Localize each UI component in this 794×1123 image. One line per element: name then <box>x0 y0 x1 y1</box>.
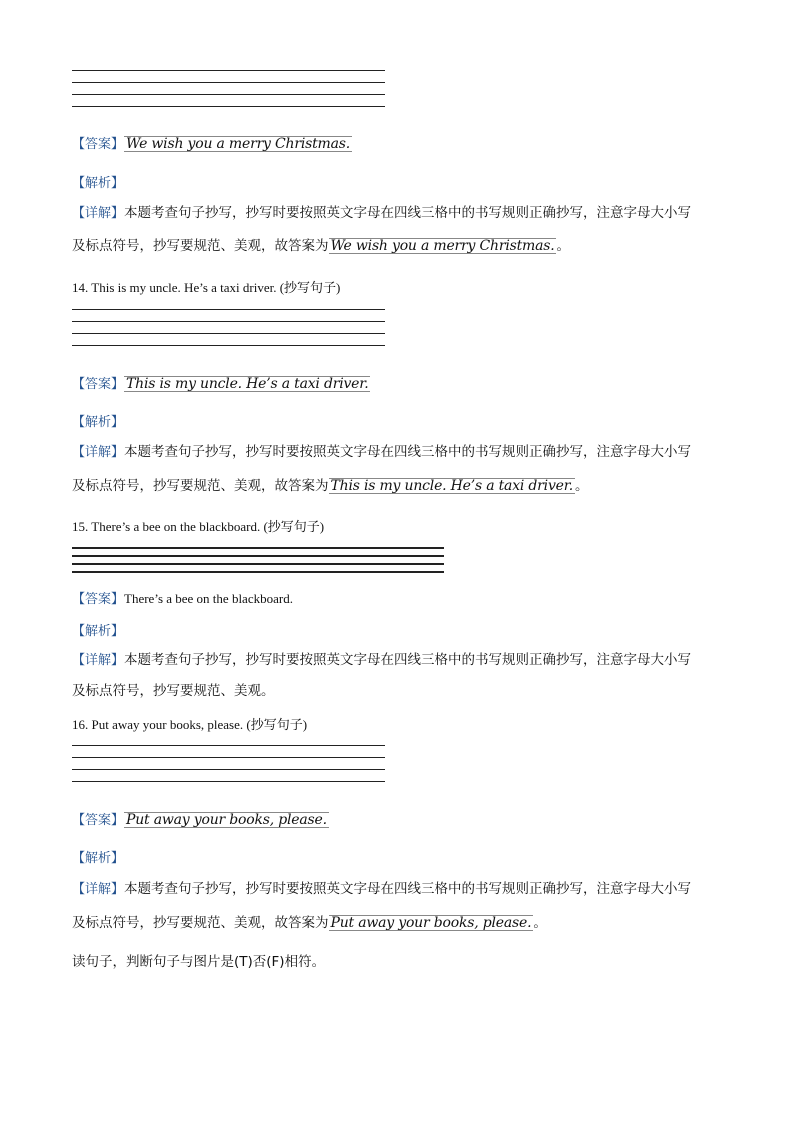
answer-row-q15 <box>72 588 293 607</box>
answer-text: Put away your books, please. <box>330 915 532 931</box>
answer-row-q14 <box>72 373 370 392</box>
detail-label: 【详解】 <box>72 206 125 221</box>
analysis-label: 【解析】 <box>72 415 125 430</box>
question-14: 14. This is my uncle. He’s a taxi driver. (抄写句子) <box>72 280 341 295</box>
detail-line-1: 【详解】本题考查句子抄写，抄写时要按照英文字母在四线三格中的书写规则正确抄写，注意字母大小写 <box>72 205 692 221</box>
detail-line-2: 及标点符号，抄写要规范、美观，故答案为 This is my uncle. He’s a taxi driver. 。 <box>72 478 589 494</box>
question-16: 16. Put away your books, please. (抄写句子) <box>72 717 308 732</box>
answer-row-q13 <box>72 133 352 152</box>
answer-label: 【答案】 <box>72 137 125 152</box>
detail-label: 【详解】 <box>72 653 125 668</box>
detail-line-1: 【详解】本题考查句子抄写，抄写时要按照英文字母在四线三格中的书写规则正确抄写，注意字母大小写 <box>72 881 692 897</box>
detail-line-2: 及标点符号，抄写要规范、美观，故答案为 We wish you a merry Christmas. 。 <box>72 238 570 254</box>
detail-label: 【详解】 <box>72 882 125 897</box>
detail-label: 【详解】 <box>72 445 125 460</box>
detail-line-1: 【详解】本题考查句子抄写，抄写时要按照英文字母在四线三格中的书写规则正确抄写，注意字母大小写 <box>72 444 692 460</box>
detail-line-2: 及标点符号，抄写要规范、美观。 <box>72 683 275 699</box>
analysis-label: 【解析】 <box>72 624 125 639</box>
answer-text: This is my uncle. He’s a taxi driver. <box>330 478 573 494</box>
analysis-label: 【解析】 <box>72 851 125 866</box>
answer-label: 【答案】 <box>72 592 125 607</box>
detail-line-1: 【详解】本题考查句子抄写，抄写时要按照英文字母在四线三格中的书写规则正确抄写，注意字母大小写 <box>72 652 692 668</box>
answer-text: We wish you a merry Christmas. <box>330 238 555 254</box>
answer-text: We wish you a merry Christmas. <box>126 136 350 152</box>
question-15: 15. There’s a bee on the blackboard. (抄写句子) <box>72 519 325 534</box>
answer-text: This is my uncle. He’s a taxi driver. <box>126 376 369 392</box>
answer-text: Put away your books, please. <box>126 812 327 828</box>
answer-text: There’s a bee on the blackboard. <box>124 591 293 606</box>
section-instruction: 读句子，判断句子与图片是(T)否(F)相符。 <box>72 954 326 970</box>
answer-label: 【答案】 <box>72 377 125 392</box>
detail-line-2: 及标点符号，抄写要规范、美观，故答案为 Put away your books, please. 。 <box>72 915 547 931</box>
answer-row-q16 <box>72 809 329 828</box>
analysis-label: 【解析】 <box>72 176 125 191</box>
answer-label: 【答案】 <box>72 813 125 828</box>
